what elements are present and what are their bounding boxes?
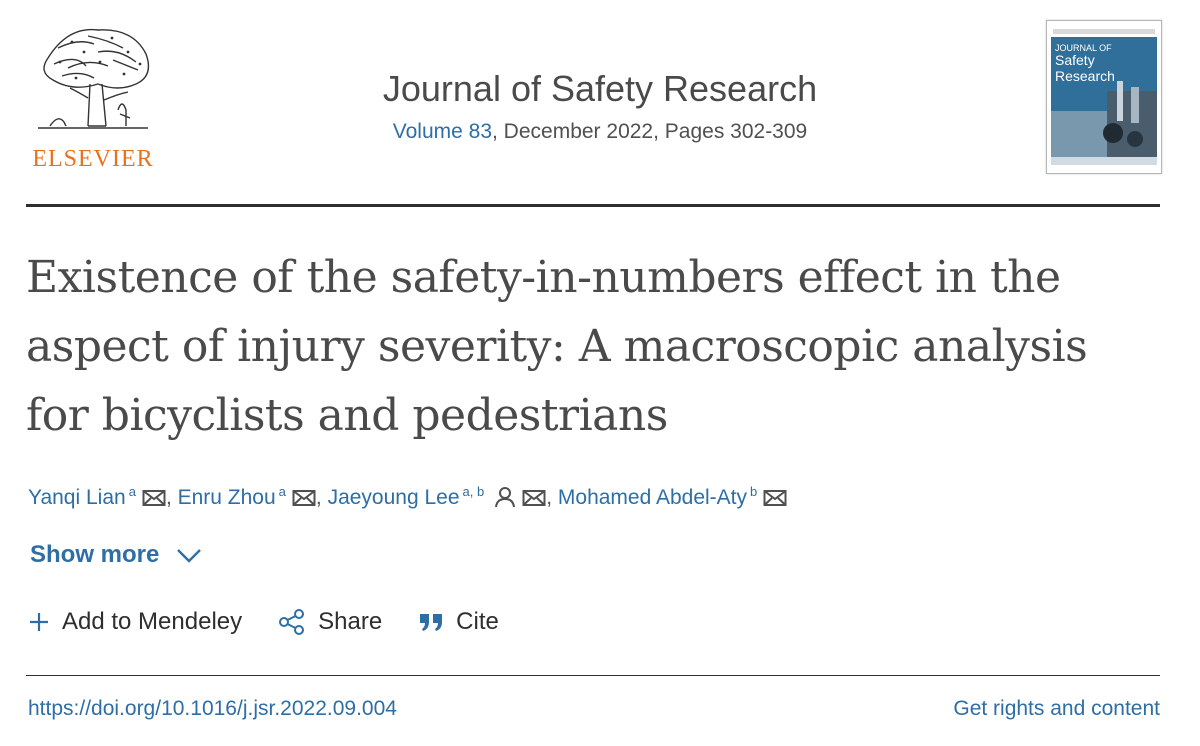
cover-line-1: JOURNAL OF — [1055, 43, 1112, 53]
chevron-down-icon — [175, 546, 203, 564]
cite-label: Cite — [456, 608, 499, 635]
author-item — [178, 486, 328, 509]
author-name[interactable]: Yanqi Lian — [28, 486, 126, 509]
author-affiliation[interactable]: a, b — [462, 484, 485, 499]
elsevier-logo[interactable] — [28, 18, 158, 172]
quote-icon — [418, 612, 444, 632]
author-item — [328, 486, 558, 509]
show-more-label: Show more — [30, 541, 160, 568]
author-separator: , — [315, 486, 328, 509]
article-title: Existence of the safety-in-numbers effect in the aspect of injury severity: A macroscopic analysis for bicyclists and pedestrians — [26, 252, 1088, 441]
author-affiliation[interactable]: a — [278, 484, 286, 499]
share-icon — [278, 609, 306, 635]
author-affiliation[interactable]: b — [750, 484, 758, 499]
author-name[interactable]: Jaeyoung Lee — [327, 486, 460, 509]
email-icon[interactable] — [142, 489, 166, 507]
author-name[interactable]: Mohamed Abdel-Aty — [557, 486, 747, 509]
share-label: Share — [318, 608, 383, 635]
journal-info — [300, 66, 900, 146]
author-item — [28, 486, 178, 509]
author-separator: , — [165, 486, 178, 509]
issue-details: , December 2022, Pages 302-309 — [492, 120, 808, 143]
elsevier-tree-icon — [28, 18, 158, 136]
footer-divider — [26, 675, 1160, 676]
share-button[interactable] — [278, 608, 382, 636]
email-icon[interactable] — [763, 489, 787, 507]
get-rights-link[interactable]: Get rights and content — [953, 697, 1160, 720]
author-list — [28, 484, 787, 510]
article-actions — [28, 608, 535, 636]
doi-link[interactable]: https://doi.org/10.1016/j.jsr.2022.09.004 — [28, 697, 397, 720]
email-icon[interactable] — [522, 489, 546, 507]
author-affiliation[interactable]: a — [128, 484, 136, 499]
journal-cover[interactable] — [1046, 20, 1162, 174]
cite-button[interactable] — [418, 608, 499, 636]
header-divider — [26, 204, 1160, 207]
volume-link[interactable]: Volume 83 — [392, 120, 493, 143]
journal-issue — [300, 118, 900, 146]
cover-line-3: Research — [1055, 68, 1115, 84]
author-item — [558, 486, 787, 509]
show-more-button[interactable] — [30, 541, 203, 569]
author-name[interactable]: Enru Zhou — [177, 486, 276, 509]
author-separator: , — [546, 486, 558, 509]
plus-icon — [28, 611, 50, 633]
publisher-wordmark: ELSEVIER — [32, 146, 154, 172]
add-to-mendeley-button[interactable] — [28, 608, 242, 636]
article-header — [0, 0, 1200, 205]
cover-line-2: Safety — [1055, 52, 1095, 68]
email-icon[interactable] — [292, 489, 316, 507]
journal-title[interactable]: Journal of Safety Research — [382, 68, 818, 109]
corresponding-author-icon[interactable] — [494, 486, 516, 508]
journal-cover-image — [1047, 21, 1161, 173]
add-to-mendeley-label: Add to Mendeley — [62, 608, 243, 635]
